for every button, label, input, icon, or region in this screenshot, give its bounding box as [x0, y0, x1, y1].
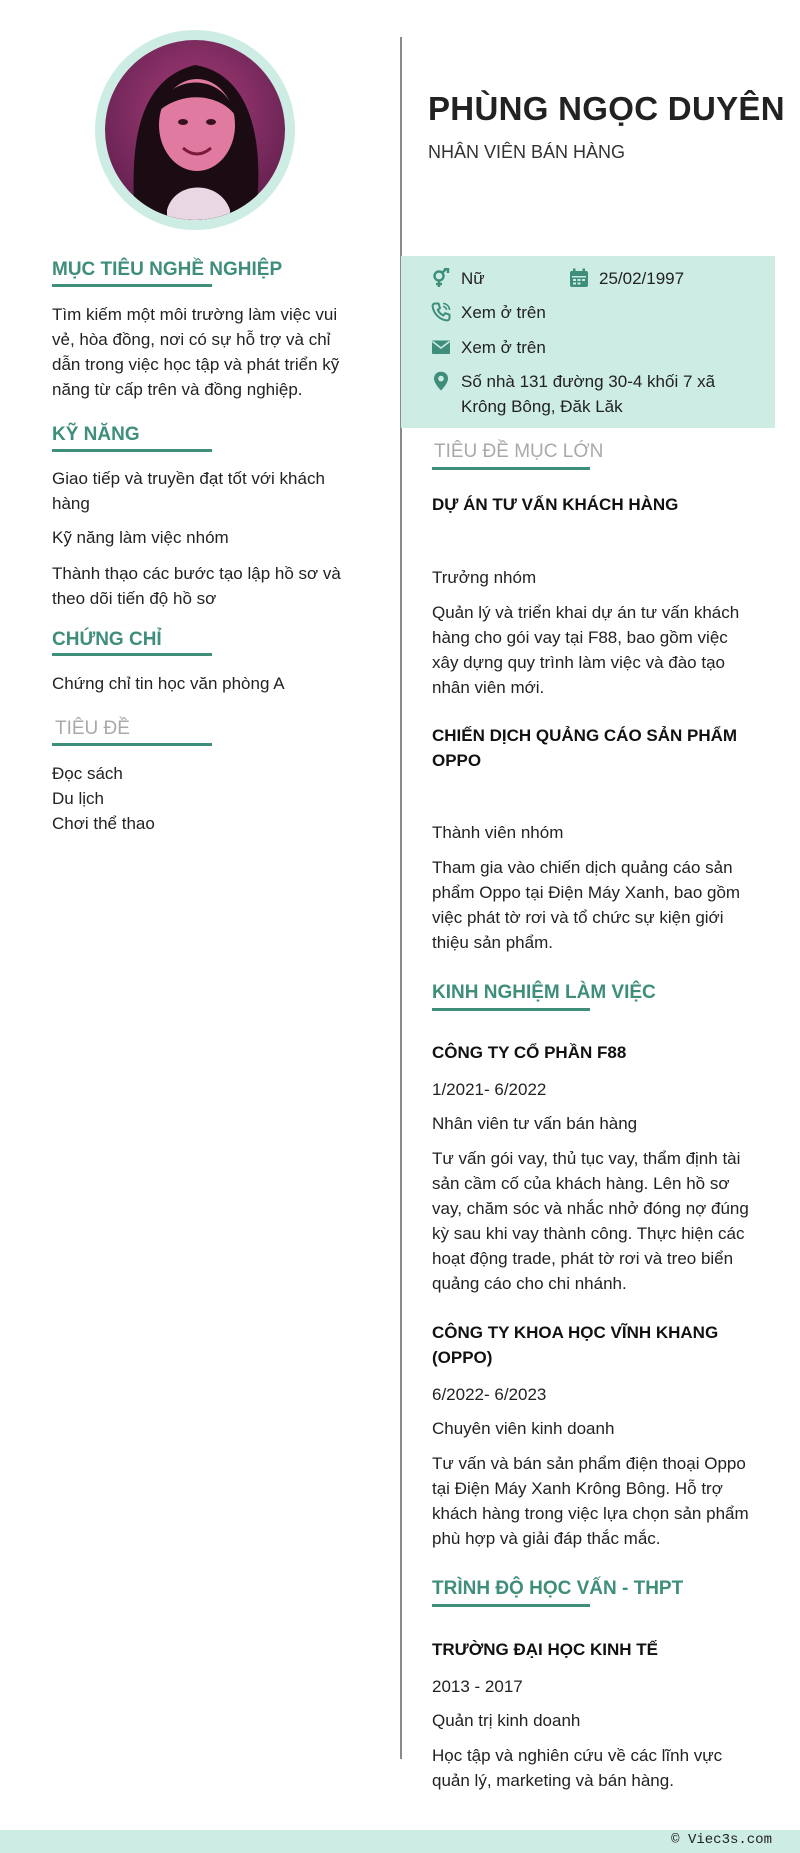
hobby-item: Đọc sách	[52, 764, 123, 783]
skill-item-dossier: Thành thạo các bước tạo lập hồ sơ và theo dõi tiến độ hồ sơ	[52, 564, 341, 608]
project-item	[432, 492, 757, 517]
company-name: CÔNG TY CỔ PHẦN F88	[432, 1043, 627, 1062]
hobby-item: Chơi thể thao	[52, 814, 155, 833]
gender-icon	[431, 268, 451, 288]
skill-item-teamwork: Kỹ năng làm việc nhóm	[52, 528, 229, 547]
projects-title: TIÊU ĐỀ MỤC LỚN	[434, 441, 604, 462]
work-period: 6/2022- 6/2023	[432, 1385, 547, 1404]
project-name-cont: OPPO	[432, 751, 482, 770]
education-title: TRÌNH ĐỘ HỌC VẤN - THPT	[432, 1578, 684, 1599]
hobby-list	[52, 761, 155, 836]
phone-icon	[431, 302, 451, 322]
contact-box	[401, 256, 775, 428]
location-pin-icon	[431, 371, 451, 391]
envelope-icon	[431, 337, 451, 357]
certificates-underline	[52, 653, 212, 656]
project-role: Thành viên nhóm	[432, 823, 564, 842]
project-role: Trưởng nhóm	[432, 568, 537, 587]
skill-item-communication: Giao tiếp và truyền đạt tốt với khách hàng	[52, 469, 325, 513]
certificates-title: CHỨNG CHỈ	[52, 629, 162, 650]
education-underline	[432, 1604, 590, 1607]
contact-phone: Xem ở trên	[431, 300, 546, 325]
education-description: Học tập và nghiên cứu về các lĩnh vực quản lý, marketing và bán hàng.	[432, 1746, 723, 1790]
skills-title: KỸ NĂNG	[52, 424, 140, 445]
contact-birthday: 25/02/1997	[569, 266, 684, 291]
work-description: Tư vấn và bán sản phẩm điện thoại Oppo tại Điện Máy Xanh Krông Bông. Hỗ trợ khách hàng trong việc lựa chọn sản phẩm phù hợp và giải đáp thắc mắc.	[432, 1454, 749, 1548]
profile-name: PHÙNG NGỌC DUYÊN	[428, 90, 785, 127]
work-description: Tư vấn gói vay, thủ tục vay, thẩm định tài sản cầm cố của khách hàng. Lên hồ sơ vay, chăm sóc và nhắc nhở đóng nợ đúng kỳ sau khi vay thành công. Thực hiện các hoạt động trade, phát tờ rơi và treo biển quảng cáo cho chi nhánh.	[432, 1149, 749, 1293]
projects-underline	[432, 467, 590, 470]
skills-underline	[52, 449, 212, 452]
project-description: Tham gia vào chiến dịch quảng cáo sản phẩm Oppo tại Điện Máy Xanh, bao gồm việc phát tờ rơi và tổ chức sự kiện giới thiệu sản phẩm.	[432, 858, 741, 952]
certificate-item: Chứng chỉ tin học văn phòng A	[52, 674, 285, 693]
objective-text: Tìm kiếm một môi trường làm việc vui vẻ, hòa đồng, nơi có sự hỗ trợ và chỉ dẫn trong việc học tập và phát triển kỹ năng từ cấp trên và đồng nghiệp.	[52, 305, 340, 399]
contact-gender: Nữ	[431, 266, 485, 291]
contact-email: Xem ở trên	[431, 335, 546, 360]
objective-underline	[52, 284, 212, 287]
company-name: CÔNG TY KHOA HỌC VĨNH KHANG (OPPO)	[432, 1323, 719, 1367]
hobby-item: Du lịch	[52, 789, 104, 808]
project-item	[432, 723, 757, 773]
avatar	[105, 40, 285, 220]
profile-position: NHÂN VIÊN BÁN HÀNG	[428, 142, 626, 162]
work-role: Chuyên viên kinh doanh	[432, 1419, 615, 1438]
project-name: CHIẾN DỊCH QUẢNG CÁO SẢN PHẨM	[432, 726, 738, 745]
education-period: 2013 - 2017	[432, 1677, 523, 1696]
school-name: TRƯỜNG ĐẠI HỌC KINH TẾ	[432, 1640, 658, 1659]
experience-underline	[432, 1008, 590, 1011]
contact-address: Số nhà 131 đường 30-4 khối 7 xã Krông Bông, Đăk Lăk	[431, 369, 715, 419]
work-period: 1/2021- 6/2022	[432, 1080, 547, 1099]
hobbies-title: TIÊU ĐỀ	[55, 718, 130, 739]
education-major: Quản trị kinh doanh	[432, 1711, 581, 1730]
calendar-icon	[569, 268, 589, 288]
hobbies-underline	[52, 743, 212, 746]
project-name: DỰ ÁN TƯ VẤN KHÁCH HÀNG	[432, 495, 679, 514]
work-role: Nhân viên tư vấn bán hàng	[432, 1114, 638, 1133]
experience-title: KINH NGHIỆM LÀM VIỆC	[432, 982, 656, 1003]
project-description: Quản lý và triển khai dự án tư vấn khách hàng cho gói vay tại F88, bao gồm việc xây dựng quy trình làm việc và đào tạo nhân viên mới.	[432, 603, 740, 697]
objective-title: MỤC TIÊU NGHỀ NGHIỆP	[52, 259, 283, 280]
footer-watermark: © Viec3s.com	[671, 1832, 772, 1848]
profile-photo-icon	[105, 40, 285, 220]
